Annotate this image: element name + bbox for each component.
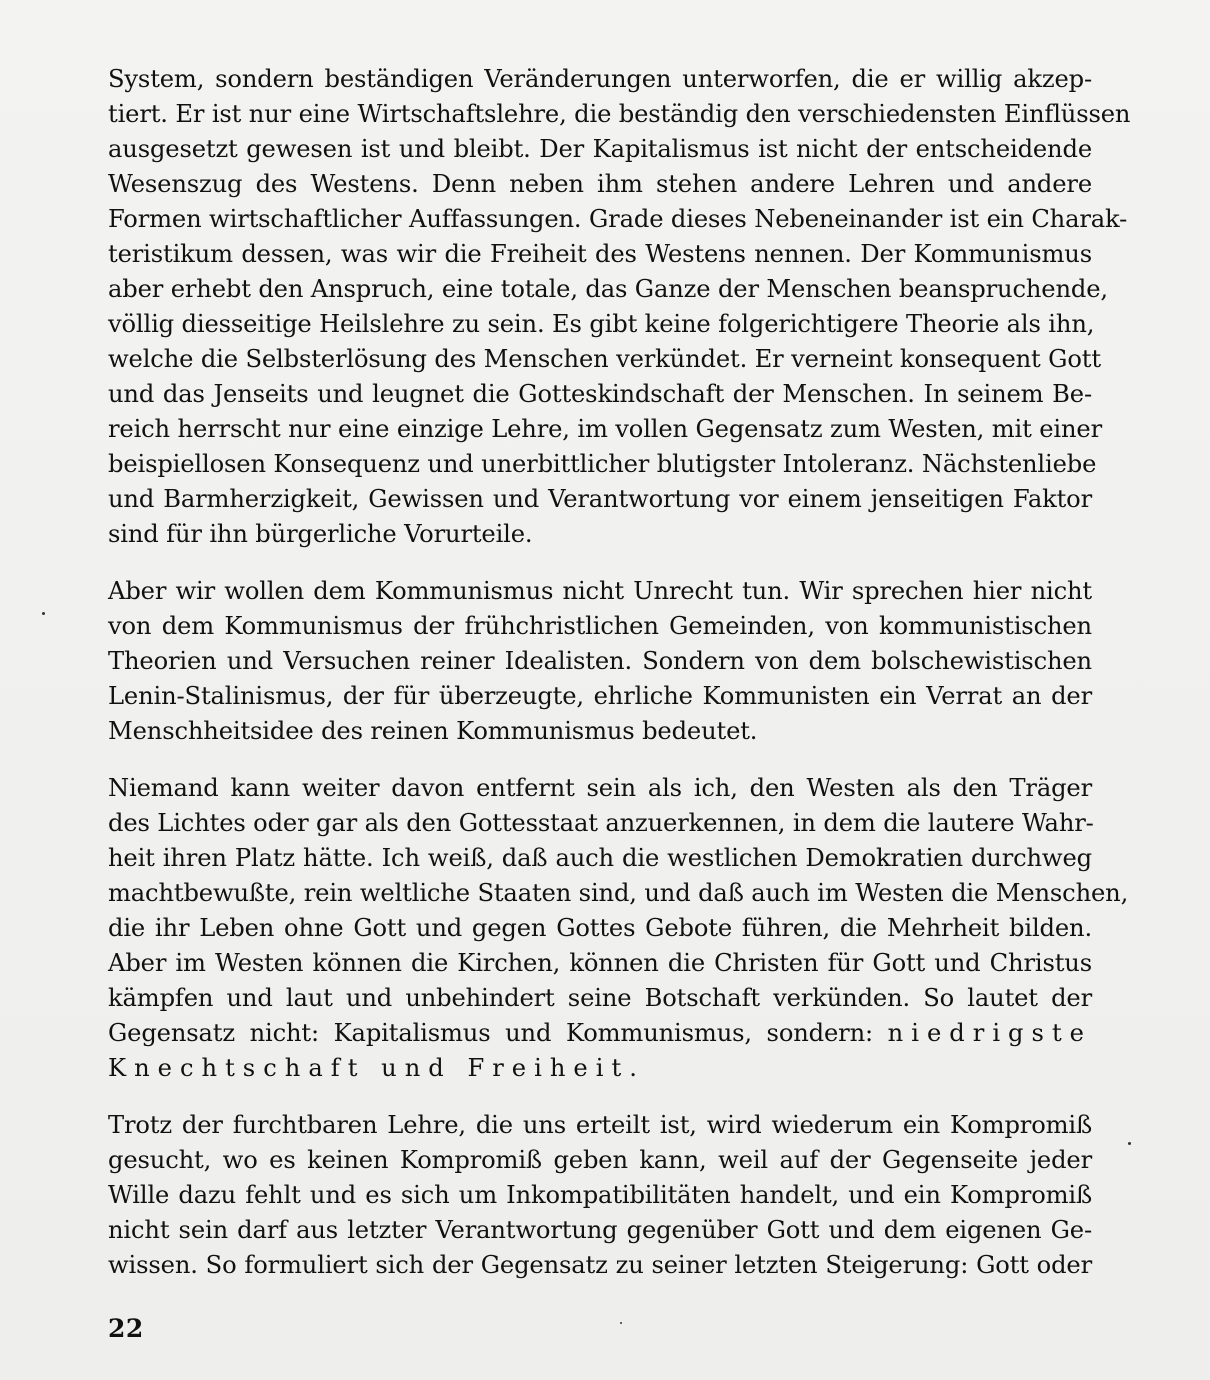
- text-segment: Gegensatz nicht: Kapitalismus und Kommunismus, sondern:: [108, 1019, 873, 1047]
- text-line: Aber wir wollen dem Kommunismus nicht Unrecht tun. Wir sprechen hier nicht: [108, 577, 1092, 605]
- text-line: wissen. So formuliert sich der Gegensatz zu seiner letzten Steigerung: Gott oder: [108, 1251, 1092, 1279]
- text-line: kämpfen und laut und unbehindert seine Botschaft verkünden. So lautet der: [108, 984, 1092, 1012]
- emphasized-text: Knechtschaft und Freiheit.: [108, 1054, 645, 1082]
- paper-speck: [620, 1322, 622, 1324]
- paragraph-4: [108, 1108, 1092, 1283]
- text-line: welche die Selbsterlösung des Menschen verkündet. Er verneint konsequent Gott: [108, 345, 1101, 373]
- text-line: Formen wirtschaftlicher Auffassungen. Grade dieses Nebeneinander ist ein Charak-: [108, 205, 1128, 233]
- text-line: Wesenszug des Westens. Denn neben ihm stehen andere Lehren und andere: [108, 170, 1092, 198]
- page-number: 22: [108, 1314, 144, 1343]
- paper-speck: [1128, 1142, 1131, 1145]
- paragraph-1: [108, 62, 1131, 552]
- paragraph-3: [108, 771, 1129, 1086]
- text-line: Theorien und Versuchen reiner Idealisten. Sondern von dem bolschewistischen: [108, 647, 1092, 675]
- text-line: und Barmherzigkeit, Gewissen und Verantwortung vor einem jenseitigen Faktor: [108, 485, 1092, 513]
- text-line: machtbewußte, rein weltliche Staaten sind, und daß auch im Westen die Menschen,: [108, 879, 1129, 907]
- text-line: [108, 1016, 1092, 1051]
- text-line: beispiellosen Konsequenz und unerbittlicher blutigster Intoleranz. Nächstenliebe: [108, 450, 1097, 478]
- text-line: tiert. Er ist nur eine Wirtschaftslehre, die beständig den verschiedensten Einflüssen: [108, 100, 1131, 128]
- text-line: heit ihren Platz hätte. Ich weiß, daß auch die westlichen Demokratien durchweg: [108, 844, 1092, 872]
- text-line: des Lichtes oder gar als den Gottesstaat anzuerkennen, in dem die lautere Wahr-: [108, 809, 1094, 837]
- text-line: Aber im Westen können die Kirchen, können die Christen für Gott und Christus: [108, 949, 1092, 977]
- paper-speck: [42, 612, 45, 615]
- text-line: Niemand kann weiter davon entfernt sein als ich, den Westen als den Träger: [108, 774, 1092, 802]
- text-line: Lenin-Stalinismus, der für überzeugte, ehrliche Kommunisten ein Verrat an der: [108, 682, 1092, 710]
- text-line: Trotz der furchtbaren Lehre, die uns erteilt ist, wird wiederum ein Kompromiß: [108, 1111, 1092, 1139]
- text-line: von dem Kommunismus der frühchristlichen Gemeinden, von kommunistischen: [108, 612, 1092, 640]
- text-line: Menschheitsidee des reinen Kommunismus bedeutet.: [108, 717, 758, 745]
- body-text: [108, 62, 1131, 1283]
- text-line: nicht sein darf aus letzter Verantwortung gegenüber Gott und dem eigenen Ge-: [108, 1216, 1092, 1244]
- paragraph-2: [108, 574, 1092, 749]
- text-line: teristikum dessen, was wir die Freiheit des Westens nennen. Der Kommunismus: [108, 240, 1092, 268]
- text-line: aber erhebt den Anspruch, eine totale, das Ganze der Menschen beanspruchende,: [108, 275, 1108, 303]
- text-line: völlig diesseitige Heilslehre zu sein. Es gibt keine folgerichtigere Theorie als ihn,: [108, 310, 1095, 338]
- emphasized-text: niedrigste: [887, 1019, 1092, 1047]
- text-line: gesucht, wo es keinen Kompromiß geben kann, weil auf der Gegenseite jeder: [108, 1146, 1092, 1174]
- text-line: sind für ihn bürgerliche Vorurteile.: [108, 520, 533, 548]
- text-line: Wille dazu fehlt und es sich um Inkompatibilitäten handelt, und ein Kompromiß: [108, 1181, 1092, 1209]
- text-line: und das Jenseits und leugnet die Gotteskindschaft der Menschen. In seinem Be-: [108, 380, 1092, 408]
- text-line: ausgesetzt gewesen ist und bleibt. Der Kapitalismus ist nicht der entscheidende: [108, 135, 1092, 163]
- text-line: die ihr Leben ohne Gott und gegen Gottes Gebote führen, die Mehrheit bilden.: [108, 914, 1092, 942]
- text-line: reich herrscht nur eine einzige Lehre, im vollen Gegensatz zum Westen, mit einer: [108, 415, 1102, 443]
- text-line: System, sondern beständigen Veränderungen unterworfen, die er willig akzep-: [108, 65, 1092, 93]
